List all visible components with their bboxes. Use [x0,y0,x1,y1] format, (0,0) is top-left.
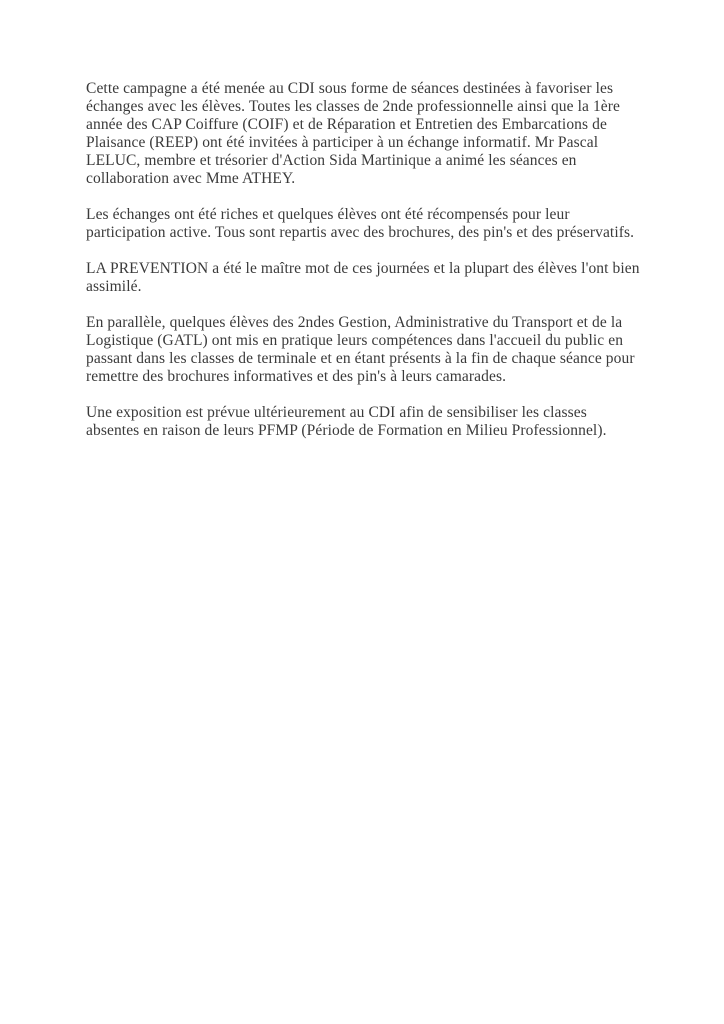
paragraph-campagne: Cette campagne a été menée au CDI sous forme de séances destinées à favoriser les échanges avec les élèves. Toutes les classes de 2nde professionnelle ainsi que la 1ère année des CAP Coiffure (COIF) et de Réparation et Entretien des Embarcations de Plaisance (REEP) ont été invitées à participer à un échange informatif. Mr Pascal LELUC, membre et trésorier d'Action Sida Martinique a animé les séances en collaboration avec Mme ATHEY. [86,80,621,187]
paragraph-parallele: En parallèle, quelques élèves des 2ndes Gestion, Administrative du Transport et de la Logistique (GATL) ont mis en pratique leurs compétences dans l'accueil du public en passant dans les classes de terminale et en étant présents à la fin de chaque séance pour remettre des brochures informatives et des pin's à leurs camarades. [86,314,635,385]
document-body [86,80,642,458]
paragraph-exposition: Une exposition est prévue ultérieurement au CDI afin de sensibiliser les classes absentes en raison de leurs PFMP (Période de Formation en Milieu Professionnel). [86,404,607,439]
paragraph-echanges: Les échanges ont été riches et quelques élèves ont été récompensés pour leur participation active. Tous sont repartis avec des brochures, des pin's et des préservatifs. [86,206,635,241]
paragraph-prevention: LA PREVENTION a été le maître mot de ces journées et la plupart des élèves l'ont bien assimilé. [86,260,640,295]
